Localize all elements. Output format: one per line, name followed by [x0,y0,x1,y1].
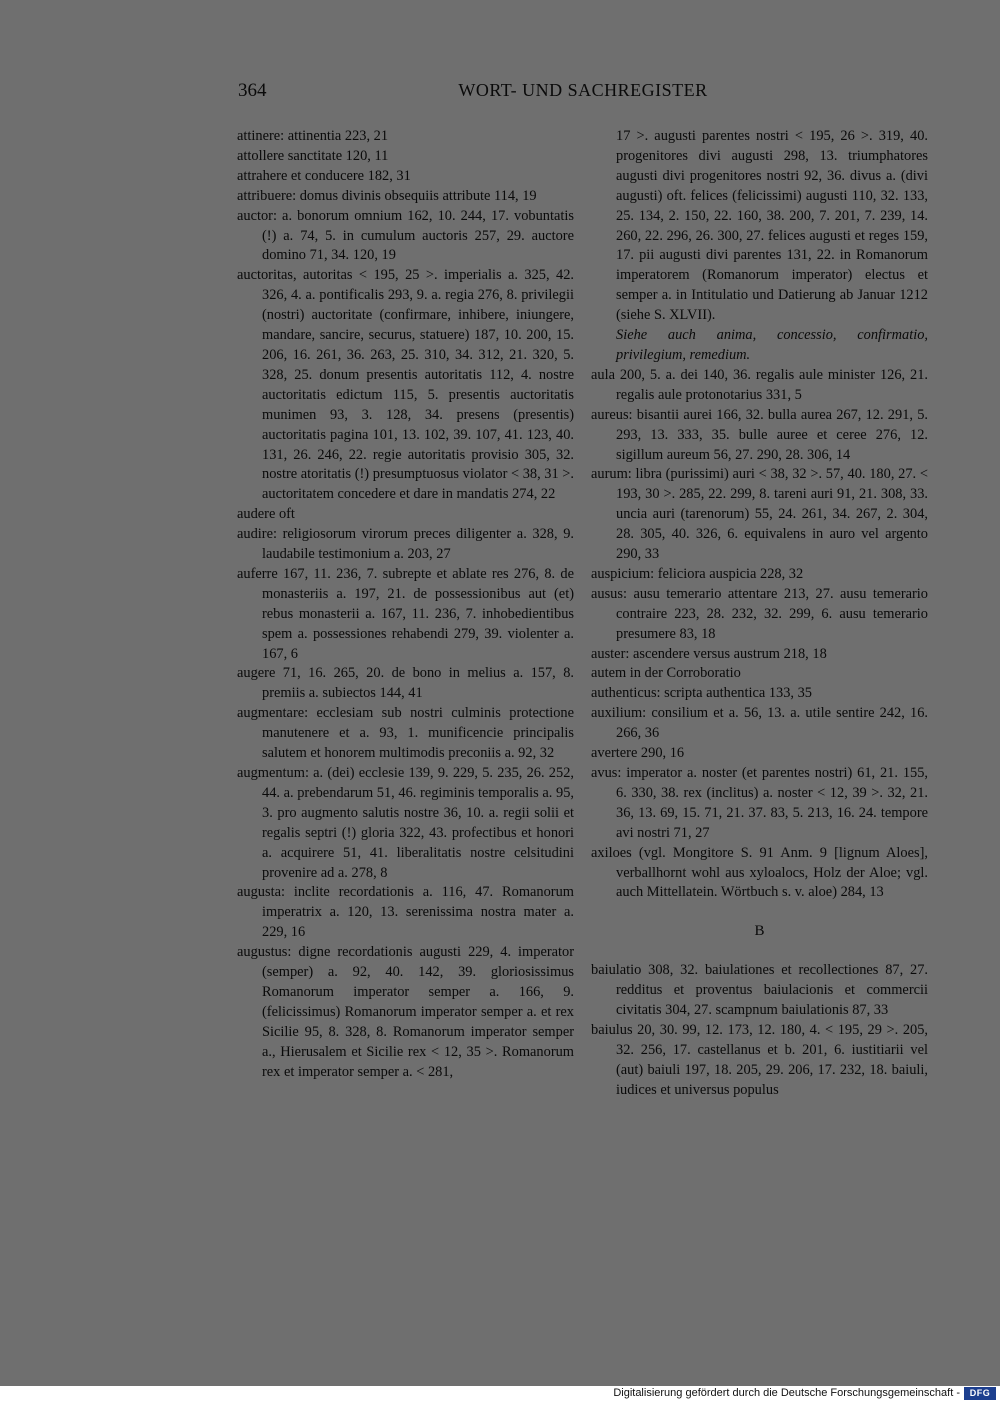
index-entry: baiulus 20, 30. 99, 12. 173, 12. 180, 4. < 195, 29 >. 205, 32. 256, 17. castellanus et b. 201, 6. iustitiarii vel (aut) baiuli 197, 18. 205, 29. 206, 17. 232, 18. baiuli, iudices et universus populus [591,1021,928,1098]
page-header [238,80,928,106]
footer-bar [0,1386,1000,1402]
index-entry: augustus: digne recordationis augusti 229, 4. imperator (semper) a. 92, 40. 142, 39. gloriosissimus Romanorum imperator semper a. 166, 9. (felicissimus) Romanorum imperator semper a. et rex Sicilie 95, 8. 328, 8. Romanorum imperator semper a., Hierusalem et Sicilie rex < 12, 35 >. Romanorum rex et imperator semper a. < 281, [237,944,574,1080]
dfg-logo-icon[interactable]: DFG [964,1387,996,1400]
index-entry: attribuere: domus divinis obsequiis attribute 114, 19 [237,187,537,204]
index-entry: auctor: a. bonorum omnium 162, 10. 244, 17. vobuntatis (!) a. 74, 5. in cumulum auctoris 257, 29. auctore domino 71, 34. 120, 19 [237,207,574,264]
index-entry: aula 200, 5. a. dei 140, 36. regalis aule minister 126, 21. regalis aule protonotarius 331, 5 [591,366,928,403]
index-entry: audere oft [237,506,295,523]
index-entry: avus: imperator a. noster (et parentes nostri) 61, 21. 155, 6. 330, 38. rex (inclitus) a. noster < 12, 39 >. 32, 21. 36, 13. 69, 15. 71, 21. 37. 83, 5. 213, 16. 24. tempore avi nostri 71, 27 [591,765,928,841]
index-entry: audire: religiosorum virorum preces diligenter a. 328, 9. laudabile testimonium a. 203, 27 [237,526,574,563]
index-entry: augmentum: a. (dei) ecclesie 139, 9. 229, 5. 235, 26. 252, 44. a. prebendarum 51, 46. regiminis temporalis a. 95, 3. pro augmento salutis nostre 36, 10. a. regii solii et regalis septri (!) gloria 322, 43. profectibus et honori a. acquirere 51, 41. liberalitatis nostre celsitudini provenire ad a. 278, 8 [237,765,574,881]
see-also-note: Siehe auch anima, concessio, confirmatio, privilegium, remedium. [616,327,928,363]
continued-entry: 17 >. augusti parentes nostri < 195, 26 >. 319, 40. progenitores divi augusti 298, 13. triumphatores augusti divi progenitores nostri 92, 36. divus a. (divi augusti) oft. felices (felicissimi) augusti 110, 32. 133, 25. 134, 2. 150, 22. 160, 38. 200, 7. 201, 7. 239, 14. 260, 22. 296, 26. 300, 27. felices augusti et reges 159, 17. pii augusti divi parentes 131, 22. in Romanorum imperatorem (Romanorum imperator) electus et semper a. in Intitulatio und Datierung ab Januar 1212 (siehe S. XLVII). [616,128,928,324]
index-entry: augmentare: ecclesiam sub nostri culminis protectione manutenere et a. 93, 1. munificencie principalis salutem et honorem multimodis preconiis a. 92, 32 [237,705,574,762]
index-entry: attinere: attinentia 223, 21 [237,128,389,144]
index-entry: auferre 167, 11. 236, 7. subrepte et ablate res 276, 8. de monasteriis a. 197, 21. de possessionibus aut (et) rebus monasterii a. 167, 11. 236, 7. inhobedientibus spem a. possessiones rehabendi 279, 39. violenter a. 167, 6 [237,565,574,662]
index-entry: attrahere et conducere 182, 31 [237,167,411,184]
index-entry: baiulatio 308, 32. baiulationes et recollectiones 87, 27. redditus et proventus baiulacionis et commercii civitatis 304, 27. scampnum baiulationis 87, 33 [591,962,928,1019]
index-entry: auctoritas, autoritas < 195, 25 >. imperialis a. 325, 42. 326, 4. a. pontificalis 293, 9. a. regia 276, 8. privilegii (nostri) auctoritate (confirmare, inhibere, iniungere, mandare, sancire, securus, statuere) 187, 10. 200, 15. 206, 16. 261, 36. 263, 25. 310, 34. 312, 21. 320, 5. 328, 25. donum presentis autoritatis 112, 4. nostre auctoritatis edictum 115, 5. presentis auctoritatis munimen 93, 3. 128, 34. presens (presentis) auctoritatis pagina 101, 13. 102, 39. 107, 41. 123, 40. 131, 26. 246, 22. regie autoritatis provisio 305, 32. nostre atoritatis (!) presumptuosus violator < 38, 31 >. auctoritatem concedere et dare in mandatis 274, 22 [237,267,574,503]
index-entry: aureus: bisantii aurei 166, 32. bulla aurea 267, 12. 291, 5. 293, 13. 333, 35. bulle auree et ceree 276, 12. sigillum aureum 56, 27. 290, 28. 306, 14 [591,406,928,463]
index-entry: ausus: ausu temerario attentare 213, 27. ausu temerario contraire 223, 28. 232, 32. 299, 6. ausu temerario presumere 83, 18 [591,585,928,642]
index-entry: autem in der Corroboratio [591,665,741,682]
left-column [237,127,574,1083]
page-number: 364 [238,80,267,101]
index-entry: authenticus: scripta authentica 133, 35 [591,685,812,702]
index-entry: attollere sanctitate 120, 11 [237,147,389,164]
index-entry: auxilium: consilium et a. 56, 13. a. utile sentire 242, 16. 266, 36 [591,705,928,742]
index-entry: axiloes (vgl. Mongitore S. 91 Anm. 9 [lignum Aloes], verballhornt wohl aus xyloalocs, Holz der Aloe; vgl. auch Mittellatein. Wörtbuch s. v. aloe) 284, 13 [591,844,928,901]
index-entry: auspicium: feliciora auspicia 228, 32 [591,565,804,582]
index-entry: avertere 290, 16 [591,745,685,762]
funding-notice: Digitalisierung gefördert durch die Deutsche Forschungsgemeinschaft - [613,1387,960,1399]
right-column [591,127,928,1101]
section-letter: B [754,923,765,940]
index-entry: auster: ascendere versus austrum 218, 18 [591,645,827,662]
index-entry: aurum: libra (purissimi) auri < 38, 32 >. 57, 40. 180, 27. < 193, 30 >. 285, 22. 299, 8. tareni auri 91, 21. 308, 33. uncia auri (tarenorum) 55, 24. 261, 34. 267, 2. 304, 28. 305, 40. 326, 6. equivalens in auro vel argento 290, 33 [591,466,928,563]
index-entry: augusta: inclite recordationis a. 116, 47. Romanorum imperatrix a. 120, 13. serenissima nostra mater a. 229, 16 [237,884,574,941]
running-title: WORT- UND SACHREGISTER [458,80,708,100]
index-entry: augere 71, 16. 265, 20. de bono in melius a. 157, 8. premiis a. subiectos 144, 41 [237,665,574,702]
